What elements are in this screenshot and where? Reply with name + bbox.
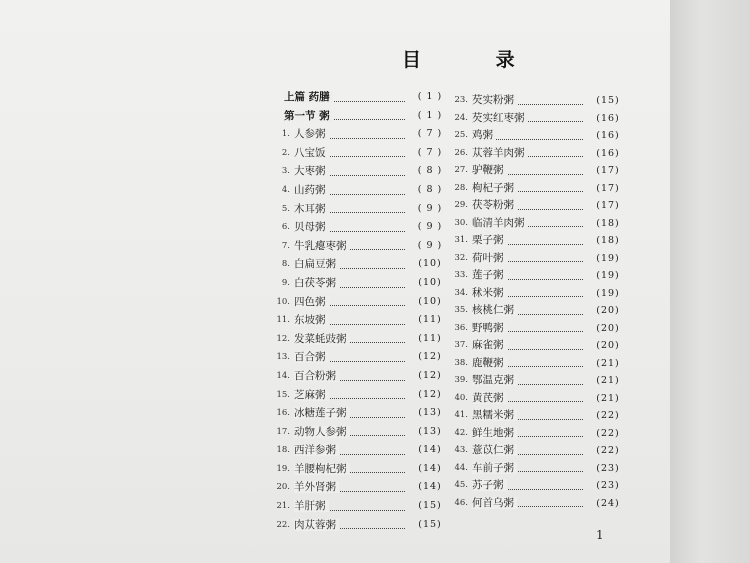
toc-entry-title: 上篇 药膳 [284,91,333,103]
toc-entry-page: (22) [596,410,620,421]
toc-entry-number: 9. [281,277,290,288]
toc-entry [272,330,457,349]
toc-entry [450,302,635,320]
toc-entry-page: ( 9 ) [417,221,443,233]
toc-entry-title-wrap [294,386,405,405]
toc-entry-title-wrap [472,390,583,408]
toc-entry-title: 冰糖莲子粥 [294,407,350,419]
toc-entry-number: 10. [276,296,290,307]
toc-entry-title: 大枣粥 [294,165,329,177]
toc-entry-title-wrap [294,144,405,163]
toc-entry-title: 牛乳瘪枣粥 [294,240,350,252]
toc-entry-title-wrap [472,92,583,110]
toc-entry-number: 30. [454,217,468,228]
toc-entry [272,311,457,330]
toc-entry-title-wrap [472,215,583,233]
toc-entry-title-wrap [294,497,405,516]
toc-entry-page: (20) [596,340,620,351]
toc-entry-number: 17. [276,426,290,437]
toc-entry-title-wrap [294,478,405,497]
toc-entry-title: 秫米粥 [472,287,507,299]
toc-entry-number: 24. [454,112,468,123]
toc-entry-page: (21) [596,357,620,369]
toc-entry [450,250,635,268]
toc-entry [450,110,635,128]
toc-entry-title-wrap [472,110,583,128]
toc-entry-title: 百合粉粥 [294,370,339,382]
toc-entry-title: 东坡粥 [294,314,329,326]
toc-entry-title-wrap [294,200,405,219]
toc-entry-title-wrap [472,337,583,355]
toc-entry-number: 13. [276,352,290,363]
toc-entry-title-wrap [294,516,405,535]
toc-entry [272,478,457,497]
toc-entry-page: (14) [418,444,442,456]
toc-entry-title: 茯苓粉粥 [472,199,517,211]
toc-entry [450,267,635,285]
toc-entry [272,255,457,274]
toc-entry-page: (10) [418,295,442,307]
toc-entry-page: (13) [418,407,442,419]
toc-entry-title: 苁蓉羊肉粥 [472,147,528,159]
toc-entry-title-wrap [472,460,583,478]
toc-entry-number: 29. [454,200,468,210]
toc-entry-number: 45. [454,480,468,490]
toc-entry [272,293,457,312]
toc-entry-number: 5. [281,203,290,214]
toc-entry-title: 核桃仁粥 [472,304,517,316]
toc-entry-title: 鹿鞭粥 [472,357,507,369]
toc-entry-title: 鄂温克粥 [472,374,517,386]
toc-entry-number: 40. [454,392,468,403]
toc-entry-page: (24) [596,497,620,509]
toc-entry-title-wrap [294,293,405,312]
toc-entry-page: (19) [596,287,620,299]
toc-entry [272,348,457,367]
toc-entry [450,407,635,425]
toc-entry [450,285,635,303]
toc-entry-number: 37. [454,340,468,350]
toc-entry-title: 芡实粉粥 [472,94,517,106]
toc-entry-title: 麻雀粥 [472,339,507,351]
toc-entry [272,162,457,181]
toc-entry [272,367,457,386]
toc-entry-page: ( 1 ) [417,109,443,121]
toc-entry-title: 枸杞子粥 [472,182,517,194]
toc-entry-title-wrap [294,162,405,181]
toc-entry-title: 人参粥 [294,128,329,140]
toc-entry [450,215,635,233]
toc-entry [450,92,635,110]
toc-entry-title-wrap [472,162,583,180]
toc-entry-page: (17) [596,200,620,211]
toc-entry-page: (16) [596,112,620,124]
toc-entry-page: (16) [596,130,620,141]
toc-entry-page: (15) [418,518,442,530]
toc-entry-title-wrap [472,267,583,285]
toc-entry-title: 发菜蚝豉粥 [294,333,350,345]
toc-entry [272,125,457,144]
toc-entry-page: (20) [596,322,620,334]
toc-entry-title: 黑糯米粥 [472,409,517,421]
toc-entry [450,477,635,495]
toc-entry-title: 羊外肾粥 [294,481,339,493]
toc-entry-title: 野鸭粥 [472,322,507,334]
toc-entry-title: 鸡粥 [472,129,496,141]
toc-entry-number: 2. [281,147,290,158]
toc-entry-number: 28. [454,182,468,193]
toc-entry-title-wrap [294,181,405,200]
toc-entry [450,232,635,250]
toc-entry-title: 黄芪粥 [472,392,507,404]
toc-entry-page: (22) [596,427,620,439]
toc-entry-page: (12) [418,351,442,363]
toc-entry [272,88,457,107]
toc-entry-page: (23) [596,462,620,474]
toc-entry [272,274,457,293]
toc-entry [450,425,635,443]
toc-entry-number: 1. [281,129,290,140]
toc-entry-number: 23. [454,95,468,105]
toc-entry-number: 36. [454,322,468,333]
toc-entry-title: 肉苁蓉粥 [294,519,339,531]
toc-entry-title: 木耳粥 [294,203,329,215]
toc-entry-page: (15) [596,95,620,106]
toc-entry-title: 贝母粥 [294,221,329,233]
toc-entry-title-wrap [278,107,405,126]
toc-entry-title: 鲜生地粥 [472,427,517,439]
toc-entry-page: (10) [418,276,442,288]
toc-entry-number: 27. [454,165,468,175]
toc-entry-title-wrap [294,218,405,237]
toc-entry-number: 33. [454,270,468,280]
toc-entry-number: 34. [454,287,468,298]
toc-entry-number: 46. [454,497,468,508]
toc-entry-title-wrap [294,367,405,386]
toc-entry-title: 车前子粥 [472,462,517,474]
toc-entry-title-wrap [472,425,583,443]
toc-entry-number: 16. [276,408,290,419]
toc-entry-page: (12) [418,388,442,400]
toc-entry-title: 四色粥 [294,296,329,308]
toc-entry-number: 6. [281,222,290,233]
toc-entry-page: (11) [418,332,442,344]
toc-entry [450,442,635,460]
toc-entry [272,386,457,405]
toc-entry-number: 7. [281,240,290,251]
toc-entry-number: 8. [281,259,290,270]
toc-entry-page: (22) [596,445,620,456]
toc-entry-title-wrap [472,355,583,373]
toc-entry-title: 动物人参粥 [294,426,350,438]
toc-entry [272,516,457,535]
toc-entry [450,337,635,355]
toc-entry-number: 43. [454,445,468,455]
toc-entry-title-wrap [472,232,583,250]
toc-entry-page: (15) [418,500,442,512]
toc-entry-number: 12. [276,333,290,344]
toc-entry-number: 18. [276,445,290,456]
toc-entry-title: 西洋参粥 [294,444,339,456]
toc-entry-title: 羊肝粥 [294,500,329,512]
toc-entry-title: 薏苡仁粥 [472,444,517,456]
book-gutter [670,0,750,563]
toc-entry-title-wrap [472,127,583,145]
toc-entry-page: (14) [418,462,442,474]
toc-entry-title: 何首乌粥 [472,497,517,509]
toc-entry-page: (13) [418,425,442,437]
toc-entry-page: (11) [418,314,442,326]
toc-entry-title-wrap [294,330,405,349]
toc-entry [272,460,457,479]
toc-entry-number: 41. [454,410,468,420]
toc-entry-title: 驴鞭粥 [472,164,507,176]
toc-entry-page: (18) [596,217,620,229]
toc-entry [272,218,457,237]
toc-entry-page: (23) [596,480,620,491]
toc-entry [450,495,635,513]
toc-entry-page: (21) [596,375,620,386]
toc-entry [272,107,457,126]
toc-entry-title: 芡实红枣粥 [472,112,528,124]
toc-entry-title: 临清羊肉粥 [472,217,528,229]
toc-entry-number: 19. [276,463,290,474]
toc-entry-title-wrap [294,311,405,330]
toc-entry-page: (14) [418,481,442,493]
toc-entry-title-wrap [472,250,583,268]
toc-entry-number: 26. [454,147,468,158]
toc-entry-title-wrap [294,348,405,367]
toc-entry [272,441,457,460]
toc-entry [450,320,635,338]
toc-entry-title-wrap [294,125,405,144]
toc-column-left [272,88,457,534]
toc-entry-title: 第一节 粥 [284,110,333,122]
page-title: 目 录 [402,49,549,71]
toc-entry-page: ( 7 ) [417,146,443,158]
toc-entry-number: 32. [454,252,468,263]
toc-entry-title-wrap [278,88,405,107]
toc-entry-number: 31. [454,235,468,245]
toc-entry-number: 35. [454,305,468,315]
toc-entry [450,355,635,373]
toc-entry [450,372,635,390]
toc-entry-page: ( 9 ) [417,239,443,251]
toc-entry [450,180,635,198]
toc-entry [450,127,635,145]
toc-entry-number: 42. [454,427,468,438]
toc-entry-title: 荷叶粥 [472,252,507,264]
toc-entry [450,145,635,163]
toc-entry-title-wrap [294,441,405,460]
toc-entry-title: 八宝饭 [294,147,329,159]
toc-entry-title: 白扁豆粥 [294,258,339,270]
toc-entry-title: 芝麻粥 [294,389,329,401]
toc-entry-number: 44. [454,462,468,473]
page-number: 1 [596,528,604,542]
toc-entry-title: 羊腰枸杞粥 [294,463,350,475]
toc-entry [450,197,635,215]
toc-entry-title-wrap [294,423,405,442]
toc-entry-page: (16) [596,147,620,159]
toc-entry [272,200,457,219]
toc-entry-page: ( 9 ) [417,202,443,214]
toc-entry-title-wrap [294,460,405,479]
toc-entry-title-wrap [472,442,583,460]
toc-entry-page: (20) [596,305,620,316]
toc-entry-title-wrap [294,404,405,423]
toc-entry-title: 山药粥 [294,184,329,196]
toc-entry-number: 4. [281,184,290,195]
toc-entry-title: 莲子粥 [472,269,507,281]
toc-entry-number: 21. [276,501,290,512]
toc-entry-title-wrap [472,320,583,338]
toc-entry-title-wrap [294,274,405,293]
toc-entry-page: (19) [596,270,620,281]
toc-entry-title-wrap [472,372,583,390]
toc-entry-title-wrap [472,285,583,303]
toc-entry-page: (17) [596,182,620,194]
toc-entry [272,497,457,516]
toc-entry-title: 栗子粥 [472,234,507,246]
toc-entry-page: ( 1 ) [417,91,443,102]
toc-entry-title-wrap [472,477,583,495]
toc-entry-title-wrap [472,197,583,215]
toc-entry-page: (21) [596,392,620,404]
toc-entry [272,404,457,423]
toc-entry-page: (18) [596,235,620,246]
toc-entry-number: 22. [276,519,290,530]
toc-entry-title: 苏子粥 [472,479,507,491]
toc-entry-number: 25. [454,130,468,140]
toc-entry [272,181,457,200]
toc-entry [272,144,457,163]
toc-entry-title-wrap [472,495,583,513]
toc-entry-page: (12) [418,369,442,381]
toc-entry-title-wrap [294,255,405,274]
toc-entry-title-wrap [472,407,583,425]
toc-entry-page: (19) [596,252,620,264]
toc-entry [450,162,635,180]
toc-entry-title: 百合粥 [294,351,329,363]
toc-entry-number: 11. [276,315,290,326]
toc-entry-number: 20. [276,482,290,493]
toc-entry-title-wrap [472,302,583,320]
toc-entry [450,390,635,408]
toc-entry-title-wrap [472,180,583,198]
toc-entry-page: ( 8 ) [417,165,443,177]
toc-entry-number: 38. [454,357,468,368]
toc-entry-title-wrap [472,145,583,163]
toc-entry-page: (10) [418,258,442,270]
toc-column-right [450,92,635,512]
toc-entry-page: ( 8 ) [417,183,443,195]
toc-entry [272,237,457,256]
toc-entry-number: 14. [276,370,290,381]
toc-entry-number: 3. [281,166,290,177]
toc-entry-page: ( 7 ) [417,128,443,140]
toc-entry-page: (17) [596,165,620,176]
toc-entry [272,423,457,442]
toc-entry-title-wrap [294,237,405,256]
toc-entry [450,460,635,478]
toc-entry-number: 39. [454,375,468,385]
toc-entry-number: 15. [276,389,290,400]
toc-entry-title: 白茯苓粥 [294,277,339,289]
